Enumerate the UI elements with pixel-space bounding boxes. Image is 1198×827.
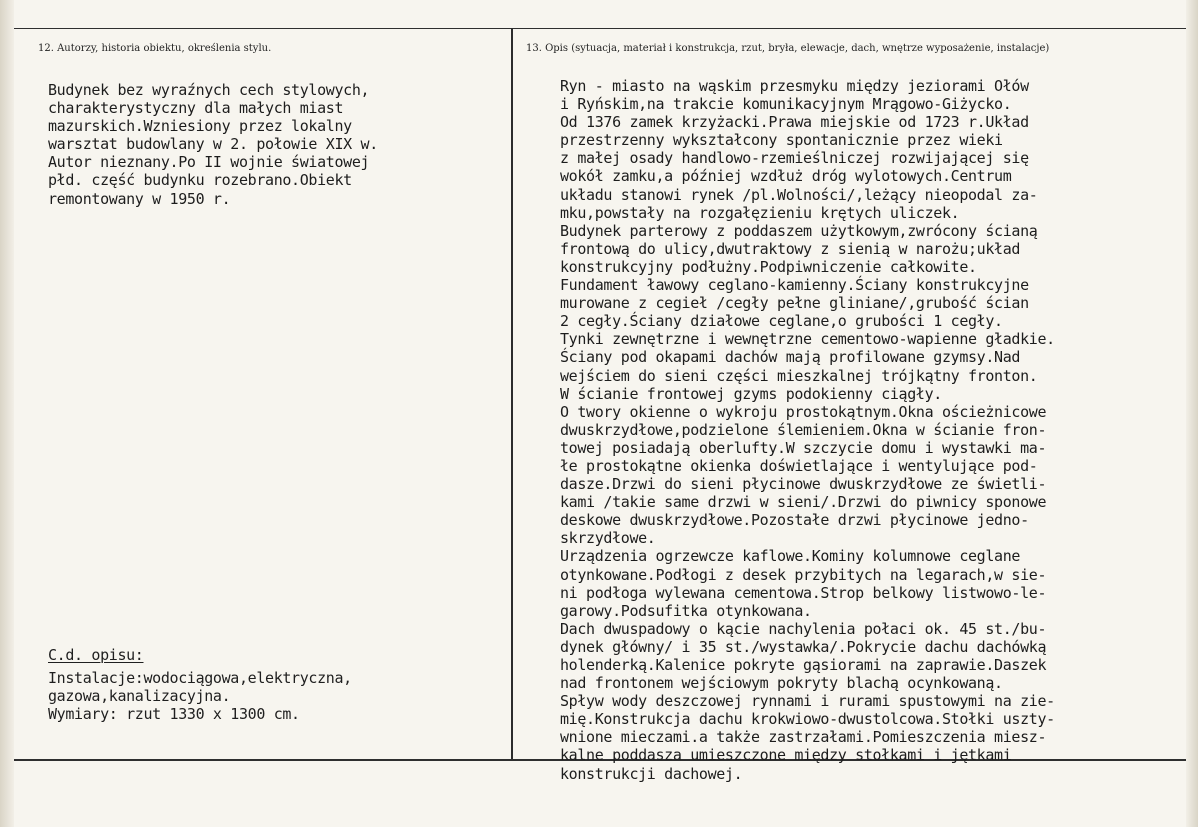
right-paper-edge xyxy=(1186,0,1198,827)
section-13-header: 13. Opis (sytuacja, materiał i konstrukcja, rzut, bryła, elewacje, dach, wnętrze wyposażenie, instalacje) xyxy=(526,43,1050,54)
column-divider xyxy=(511,28,513,759)
building-description-text: Ryn - miasto na wąskim przesmyku między jeziorami Ołów i Ryńskim,na trakcie komunikacyjnym Mrągowo-Giżycko. Od 1376 zamek krzyżacki.Prawa miejskie od 1723 r.Układ przestrzenny wykształcony spontanicznie przez wieki z małej osady handlowo-rzemieślniczej rozwijającej się wokół zamku,a później wzdłuż dróg wylotowych.Centrum układu stanowi rynek /pl.Wolności/,leżący nieopodal za- mku,powstały na rozgałęzieniu krętych uliczek. Budynek parterowy z poddaszem użytkowym,zwrócony ścianą frontową do ulicy,dwutraktowy z sienią w narożu;układ konstrukcyjny podłużny.Podpiwniczenie całkowite. Fundament ławowy ceglano-kamienny.Ściany konstrukcyjne murowane z cegieł /cegły pełne gliniane/,grubość ścian 2 cegły.Ściany działowe ceglane,o grubości 1 cegły. Tynki zewnętrzne i wewnętrzne cementowo-wapienne gładkie. Ściany pod okapami dachów mają profilowane gzymsy.Nad wejściem do sieni części mieszkalnej trójkątny fronton. W ścianie frontowej gzyms podokienny ciągły. O twory okienne o wykroju prostokątnym.Okna ościeżnicowe dwuskrzydłowe,podzielone ślemieniem.Okna w ścianie fron- towej posiadają oberlufty.W szczycie domu i wystawki ma- łe prostokątne okienka doświetlające i wentylujące pod- dasze.Drzwi do sieni płycinowe dwuskrzydłowe ze świetli- kami /takie same drzwi w sieni/.Drzwi do piwnicy sponowe deskowe dwuskrzydłowe.Pozostałe drzwi płycinowe jedno- skrzydłowe. Urządzenia ogrzewcze kaflowe.Kominy kolumnowe ceglane otynkowane.Podłogi z desek przybitych na legarach,w sie- ni podłoga wylewana cementowa.Strop belkowy listwowo-le- garowy.Podsufitka otynkowana. Dach dwuspadowy o kącie nachylenia połaci ok. 45 st./bu- dynek główny/ i 35 st./wystawka/.Pokrycie dachu dachówką holenderką.Kalenice pokryte gąsiorami na zaprawie.Daszek nad frontonem wejściowym pokryty blachą ocynkowaną. Spływ wody deszczowej rynnami i rurami spustowymi na zie- mię.Konstrukcja dachu krokwiowo-dwustolcowa.Stołki uszty- wnione mieczami.a także zastrzałami.Pomieszczenia miesz- kalne poddasza umieszczone między stołkami i jętkami konstrukcji dachowej. xyxy=(560,77,1055,783)
section-12-header: 12. Autorzy, historia obiektu, określenia stylu. xyxy=(38,43,272,54)
continued-description-block xyxy=(48,646,478,728)
top-form-rule xyxy=(14,28,1186,29)
installations-and-dimensions-text: Instalacje:wodociągowa,elektryczna, gazowa,kanalizacyjna. Wymiary: rzut 1330 x 1300 cm. xyxy=(48,669,352,723)
continued-description-title: C.d. opisu: xyxy=(48,646,144,664)
left-paper-edge xyxy=(0,0,14,827)
style-history-text: Budynek bez wyraźnych cech stylowych, charakterystyczny dla małych miast mazurskich.Wzniesiony przez lokalny warsztat budowlany w 2. połowie XIX w. Autor nieznany.Po II wojnie światowej płd. część budynku rozebrano.Obiekt remontowany w 1950 r. xyxy=(48,81,378,208)
